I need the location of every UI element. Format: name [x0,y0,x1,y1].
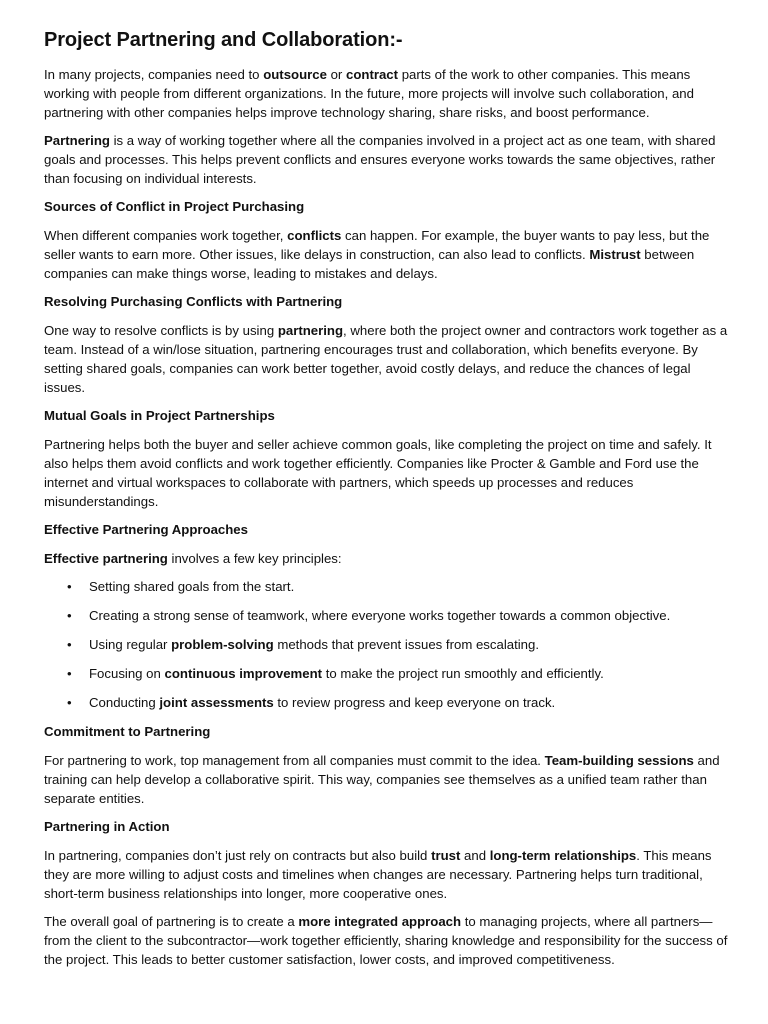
commitment-paragraph [44,751,734,808]
action-bold-trust: trust [431,848,461,863]
sources-paragraph [44,226,734,283]
action-heading: Partnering in Action [44,819,170,834]
bullet-icon: • [67,579,72,594]
action-text-3: . This means they are more willing to adjust costs and timelines when changes are necessary. Partnering helps turn traditional, short-term business relationships into longer, more cooperative ones. [44,848,712,901]
list-item-text-tail: to review progress and keep everyone on track. [273,695,556,710]
list-item-text: Focusing on [89,666,165,681]
effective-heading: Effective Partnering Approaches [44,522,248,537]
list-item-text: Setting shared goals from the start. [89,579,295,594]
intro-text-3: parts of the work to other companies. This means working with people from different organizations. In the future, more projects will involve such collaboration, and partnering with other companies helps improve technology sharing, share risks, and boost performance. [44,67,694,120]
list-item-text: Using regular [89,637,172,652]
commitment-bold-team-building: Team-building sessions [544,753,694,768]
bullet-icon: • [67,695,72,710]
list-item [44,577,734,596]
list-item-bold: joint assessments [159,695,274,710]
intro-paragraph [44,65,734,122]
bullet-icon: • [67,666,72,681]
sources-text-3: between companies can make things worse, leading to mistakes and delays. [44,247,695,281]
action-bold-long-term: long-term relationships [489,848,637,863]
effective-intro-paragraph [44,549,734,568]
bullet-icon: • [67,608,72,623]
principles-list [44,577,734,712]
resolving-text-1: One way to resolve conflicts is by using [44,323,278,338]
action-text-2: and [460,848,490,863]
intro-text-1: In many projects, companies need to [44,67,264,82]
resolving-bold-partnering: partnering [277,323,344,338]
action-paragraph [44,846,734,903]
sources-text-1: When different companies work together, [44,228,288,243]
resolving-text-2: , where both the project owner and contractors work together as a team. Instead of a win/lose situation, partnering encourages trust and collaboration, which benefits everyone. By setting shared goals, companies can work better together, avoid costly delays, and reduce the chances of legal issues. [44,323,728,395]
list-item-text: Conducting [89,695,160,710]
intro-bold-outsource: outsource [263,67,327,82]
list-item-bold: continuous improvement [164,666,323,681]
list-item-bold: problem-solving [171,637,274,652]
list-item [44,664,734,683]
closing-text-1: The overall goal of partnering is to create a [44,914,299,929]
bullet-icon: • [67,637,72,652]
closing-text-2: to managing projects, where all partners—from the client to the subcontractor—work together efficiently, sharing knowledge and responsibility for the success of the project. This leads to better customer satisfaction, lower costs, and improved competitiveness. [44,914,728,967]
list-item-text-tail: methods that prevent issues from escalating. [273,637,540,652]
sources-heading: Sources of Conflict in Project Purchasing [44,199,305,214]
partnering-bold: Partnering [44,133,110,148]
page-title: Project Partnering and Collaboration:- [44,29,403,51]
resolving-heading: Resolving Purchasing Conflicts with Partnering [44,294,343,309]
intro-bold-contract: contract [346,67,399,82]
mutual-goals-heading: Mutual Goals in Project Partnerships [44,408,275,423]
list-item [44,635,734,654]
sources-text-2: can happen. For example, the buyer wants to pay less, but the seller wants to earn more. Other issues, like delays in construction, can also lead to conflicts. [44,228,710,262]
sources-bold-conflicts: conflicts [287,228,342,243]
commitment-text-1: For partnering to work, top management from all companies must commit to the idea. [44,753,545,768]
action-text-1: In partnering, companies don’t just rely on contracts but also build [44,848,432,863]
list-item [44,606,734,625]
intro-text-2: or [326,67,346,82]
mutual-goals-paragraph: Partnering helps both the buyer and seller achieve common goals, like completing the project on time and safely. It also helps them avoid conflicts and work together efficiently. Companies like Procter & Gamble and Ford use the internet and virtual workspaces to collaborate with partners, which speeds up processes and reduces misunderstandings. [44,437,712,509]
effective-intro-text: involves a few key principles: [167,551,342,566]
effective-bold: Effective partnering [44,551,168,566]
sources-bold-mistrust: Mistrust [589,247,641,262]
list-item-text: Creating a strong sense of teamwork, where everyone works together towards a common objective. [89,608,671,623]
list-item-text-tail: to make the project run smoothly and efficiently. [322,666,604,681]
partnering-definition-text: is a way of working together where all the companies involved in a project act as one team, with shared goals and processes. This helps prevent conflicts and ensures everyone works towards the same objectives, rather than focusing on individual interests. [44,133,716,186]
partnering-definition-paragraph [44,131,734,188]
closing-paragraph [44,912,734,969]
closing-bold-integrated: more integrated approach [298,914,462,929]
commitment-heading: Commitment to Partnering [44,724,211,739]
list-item [44,693,734,712]
resolving-paragraph [44,321,734,397]
commitment-text-2: and training can help develop a collaborative spirit. This way, companies see themselves as a unified team rather than separate entities. [44,753,720,806]
